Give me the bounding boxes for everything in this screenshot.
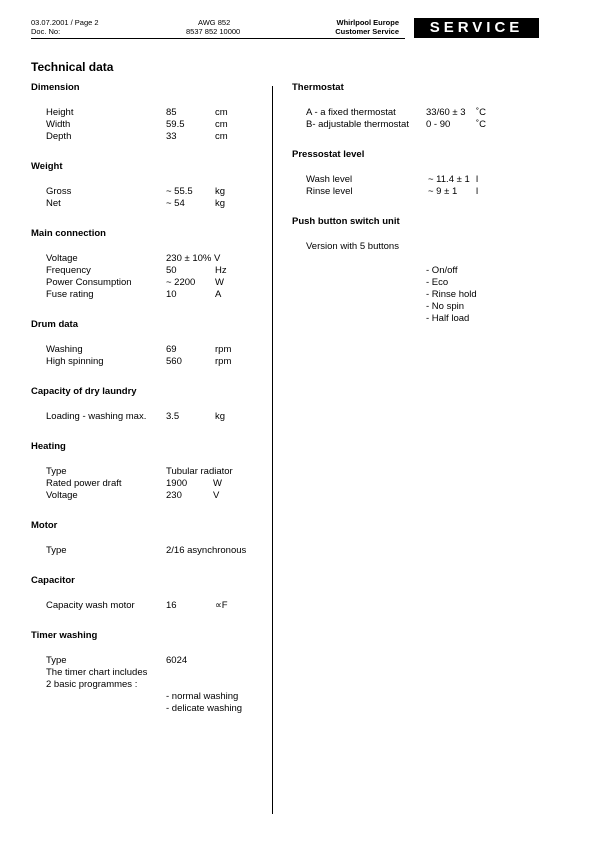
row-label: High spinning (46, 356, 104, 367)
row-value: 560 (166, 356, 182, 367)
section-heading-main-connection: Main connection (31, 228, 106, 239)
row-label: Type (46, 466, 67, 477)
row-value: 3.5 (166, 411, 180, 422)
section-heading-timer: Timer washing (31, 630, 98, 641)
row-unit: cm (215, 107, 228, 118)
row-label: Frequency (46, 265, 91, 276)
row-label: Rated power draft (46, 478, 122, 489)
section-heading-thermostat: Thermostat (292, 82, 344, 93)
programme-item: - normal washing (166, 691, 239, 702)
row-value: 69 (166, 344, 177, 355)
row-value: 16 (166, 600, 177, 611)
row-value: 0 - 90 (426, 119, 451, 130)
programme-item: - delicate washing (166, 703, 243, 714)
header-department: Customer Service (335, 27, 399, 36)
row-label: Width (46, 119, 71, 130)
button-item: - No spin (426, 301, 465, 312)
section-heading-capacitor: Capacitor (31, 575, 75, 586)
row-label: Power Consumption (46, 277, 132, 288)
section-heading-heating: Heating (31, 441, 66, 452)
timer-note-line1: The timer chart includes (46, 667, 148, 678)
row-value: ~ 2200 (166, 277, 196, 288)
row-value: 1900 (166, 478, 188, 489)
row-label: Rinse level (306, 186, 353, 197)
row-label: Wash level (306, 174, 353, 185)
row-label: B- adjustable thermostat (306, 119, 409, 130)
row-unit: cm (215, 131, 228, 142)
section-heading-drum-data: Drum data (31, 319, 78, 330)
section-heading-push-button: Push button switch unit (292, 216, 400, 227)
button-item: - On/off (426, 265, 458, 276)
header-company: Whirlpool Europe (336, 18, 399, 27)
row-label: Height (46, 107, 74, 118)
header-date-page: 03.07.2001 / Page 2 (31, 18, 99, 27)
header-doc-no: Doc. No: (31, 27, 61, 36)
row-unit: V (213, 490, 220, 501)
row-label: Fuse rating (46, 289, 94, 300)
row-value: ~ 54 (166, 198, 185, 209)
header-doc-number: 8537 852 10000 (186, 27, 241, 36)
row-value: 59.5 (166, 119, 185, 130)
row-label: Voltage (46, 253, 78, 264)
row-label: Net (46, 198, 61, 209)
row-unit: ˚C (476, 107, 487, 118)
row-value: ~ 55.5 (166, 186, 193, 197)
row-label: A - a fixed thermostat (306, 107, 396, 118)
row-unit: cm (215, 119, 228, 130)
row-value: 2/16 asynchronous (166, 545, 247, 556)
page-title: Technical data (31, 60, 114, 74)
row-value: 10 (166, 289, 177, 300)
row-label: Depth (46, 131, 72, 142)
row-label: Gross (46, 186, 72, 197)
row-value: ~ 11.4 ± 1 (428, 174, 470, 185)
row-unit: kg (215, 411, 226, 422)
row-unit: A (215, 289, 222, 300)
section-heading-capacity: Capacity of dry laundry (31, 386, 137, 397)
row-label: Washing (46, 344, 83, 355)
section-heading-weight: Weight (31, 161, 63, 172)
row-label: Type (46, 545, 67, 556)
row-label: Loading - washing max. (46, 411, 147, 422)
row-unit: rpm (215, 356, 232, 367)
button-item: - Rinse hold (426, 289, 477, 300)
service-badge: SERVICE (414, 18, 539, 38)
row-label: Voltage (46, 490, 78, 501)
button-item: - Eco (426, 277, 449, 288)
section-heading-dimension: Dimension (31, 82, 80, 93)
row-unit: ∝F (215, 600, 228, 611)
row-unit: l (476, 186, 479, 197)
row-unit: W (215, 277, 224, 288)
timer-type-label: Type (46, 655, 67, 666)
header-rule (31, 38, 405, 39)
row-unit: l (476, 174, 479, 185)
row-label: Capacity wash motor (46, 600, 135, 611)
row-unit: ˚C (476, 119, 487, 130)
row-unit: rpm (215, 344, 232, 355)
row-unit: W (213, 478, 222, 489)
row-value: 33 (166, 131, 177, 142)
section-heading-motor: Motor (31, 520, 58, 531)
row-value: Tubular radiator (166, 466, 233, 477)
row-unit: kg (215, 186, 226, 197)
row-value: ~ 9 ± 1 (428, 186, 458, 197)
button-item: - Half load (426, 313, 470, 324)
header-model: AWG 852 (198, 18, 231, 27)
row-value: 33/60 ± 3 (426, 107, 466, 118)
row-unit: Hz (215, 265, 227, 276)
timer-type-value: 6024 (166, 655, 188, 666)
row-value: 85 (166, 107, 177, 118)
push-button-version: Version with 5 buttons (306, 241, 399, 252)
row-unit: kg (215, 198, 226, 209)
row-value: 230 ± 10% V (166, 253, 221, 264)
timer-note-line2: 2 basic programmes : (46, 679, 138, 690)
column-divider (272, 86, 273, 814)
row-value: 50 (166, 265, 177, 276)
row-value: 230 (166, 490, 182, 501)
section-heading-pressostat: Pressostat level (292, 149, 365, 160)
